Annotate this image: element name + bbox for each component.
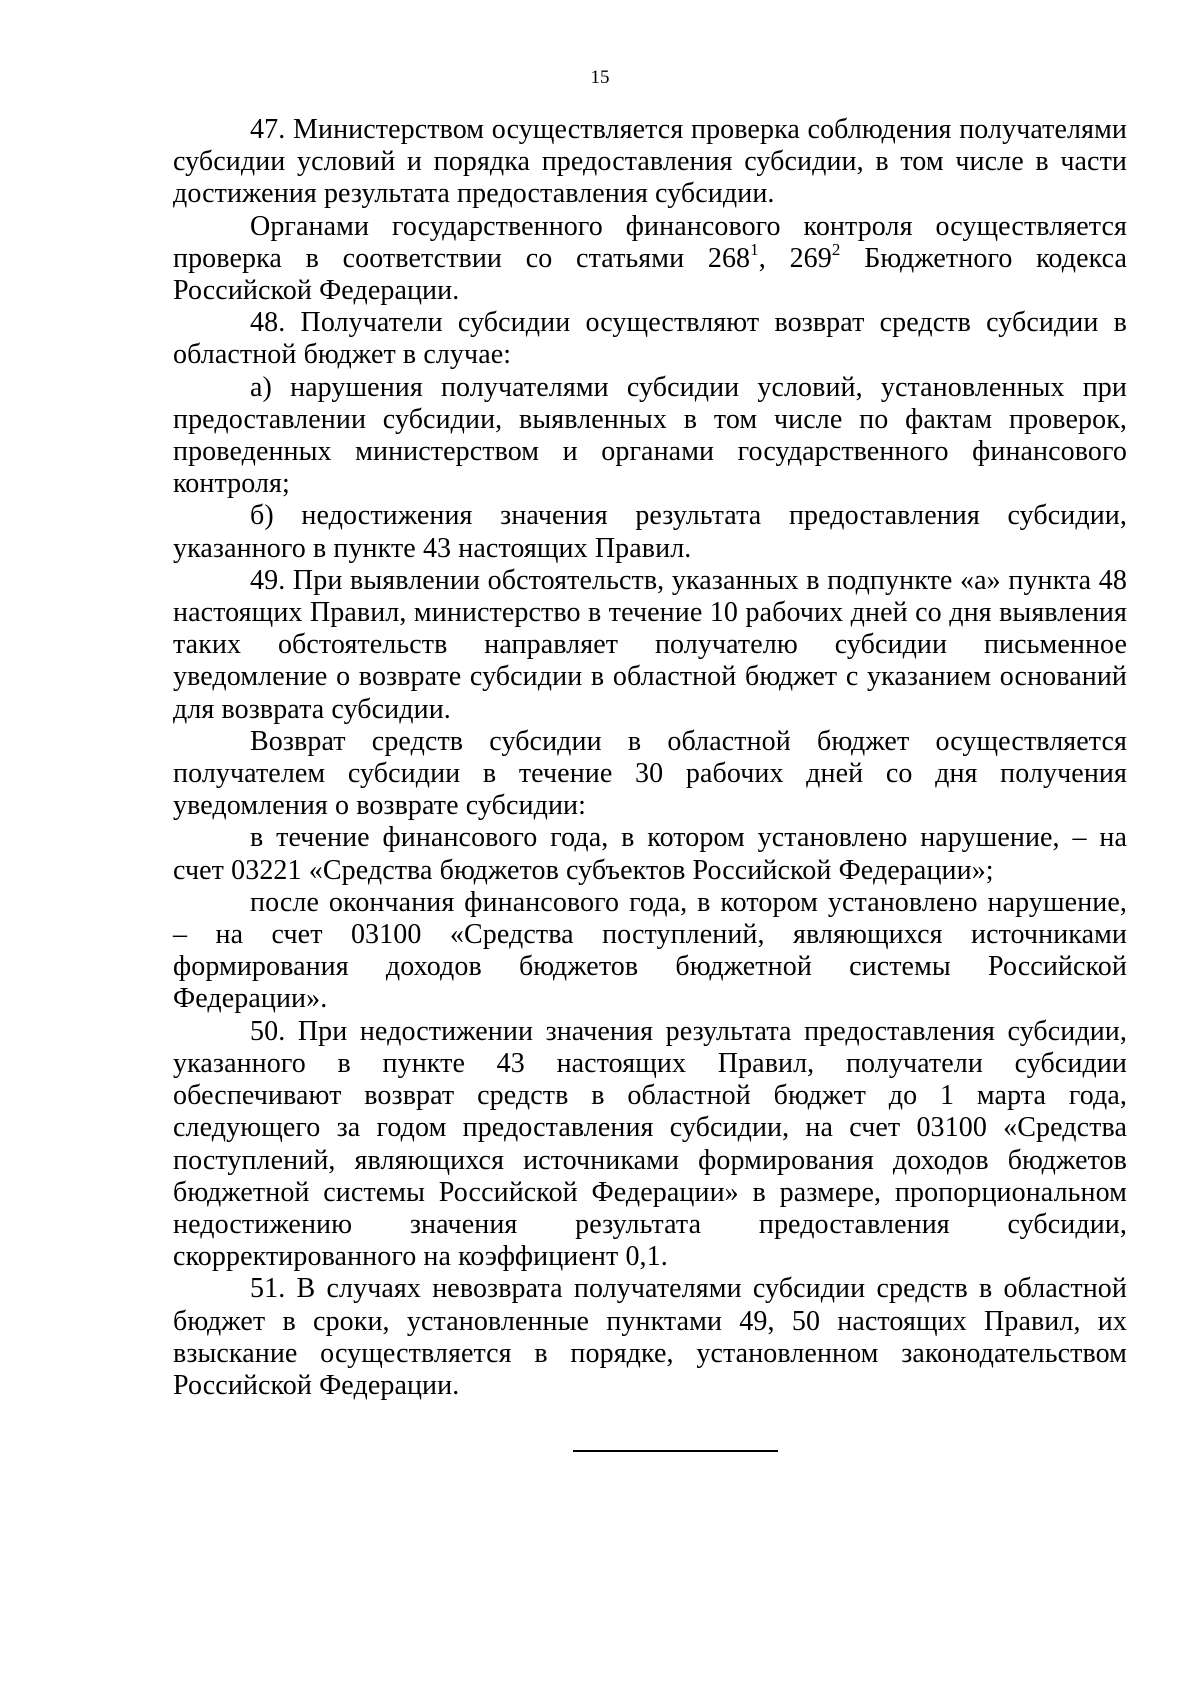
paragraph-47-control-text-b: , 269: [758, 242, 832, 274]
document-body: [173, 114, 1127, 1402]
end-divider: [573, 1450, 778, 1452]
page-number: 15: [590, 67, 610, 88]
paragraph-47-control: [173, 211, 1127, 308]
paragraph-49: 49. При выявлении обстоятельств, указанных в подпункте «а» пункта 48 настоящих Правил, министерство в течение 10 рабочих дней со дня выявления таких обстоятельств направляет получателю субсидии письменное уведомление о возврате субсидии в областной бюджет с указанием оснований для возврата субсидии.: [173, 564, 1127, 725]
paragraph-48-b: б) недостижения значения результата предоставления субсидии, указанного в пункте 43 настоящих Правил.: [173, 500, 1127, 564]
paragraph-48-a: а) нарушения получателями субсидии условий, установленных при предоставлении субсидии, выявленных в том числе по фактам проверок, проведенных министерством и органами государственного финансового контроля;: [173, 371, 1127, 500]
paragraph-48: 48. Получатели субсидии осуществляют возврат средств субсидии в областной бюджет в случае:: [173, 307, 1127, 371]
superscript-2: 2: [831, 239, 841, 259]
paragraph-49-account-03100: после окончания финансового года, в котором установлено нарушение, – на счет 03100 «Средства поступлений, являющихся источниками формирования доходов бюджетов бюджетной системы Российской Федерации».: [173, 886, 1127, 1015]
paragraph-47-control-text-c: Бюджетного кодекса Российской Федерации.: [173, 242, 1127, 307]
paragraph-50: 50. При недостижении значения результата предоставления субсидии, указанного в пункте 43 настоящих Правил, получатели субсидии обеспечивают возврат средств в областной бюджет до 1 марта года, следующего за годом предоставления субсидии, на счет 03100 «Средства поступлений, являющихся источниками формирования доходов бюджетов бюджетной системы Российской Федерации» в размере, пропорциональном недостижению значения результата предоставления субсидии, скорректированного на коэффициент 0,1.: [173, 1015, 1127, 1273]
paragraph-47-control-text-a: Органами государственного финансового контроля осуществляется проверка в соответствии со статьями 268: [173, 210, 1127, 274]
paragraph-49-return: Возврат средств субсидии в областной бюджет осуществляется получателем субсидии в течение 30 рабочих дней со дня получения уведомления о возврате субсидии:: [173, 725, 1127, 822]
superscript-1: 1: [750, 239, 759, 259]
paragraph-47: 47. Министерством осуществляется проверка соблюдения получателями субсидии условий и порядка предоставления субсидии, в том числе в части достижения результата предоставления субсидии.: [173, 114, 1127, 210]
paragraph-51: 51. В случаях невозврата получателями субсидии средств в областной бюджет в сроки, установленные пунктами 49, 50 настоящих Правил, их взыскание осуществляется в порядке, установленном законодательством Российской Федерации.: [173, 1273, 1127, 1401]
paragraph-49-account-03221: в течение финансового года, в котором установлено нарушение, – на счет 03221 «Средства бюджетов субъектов Российской Федерации»;: [173, 822, 1127, 886]
